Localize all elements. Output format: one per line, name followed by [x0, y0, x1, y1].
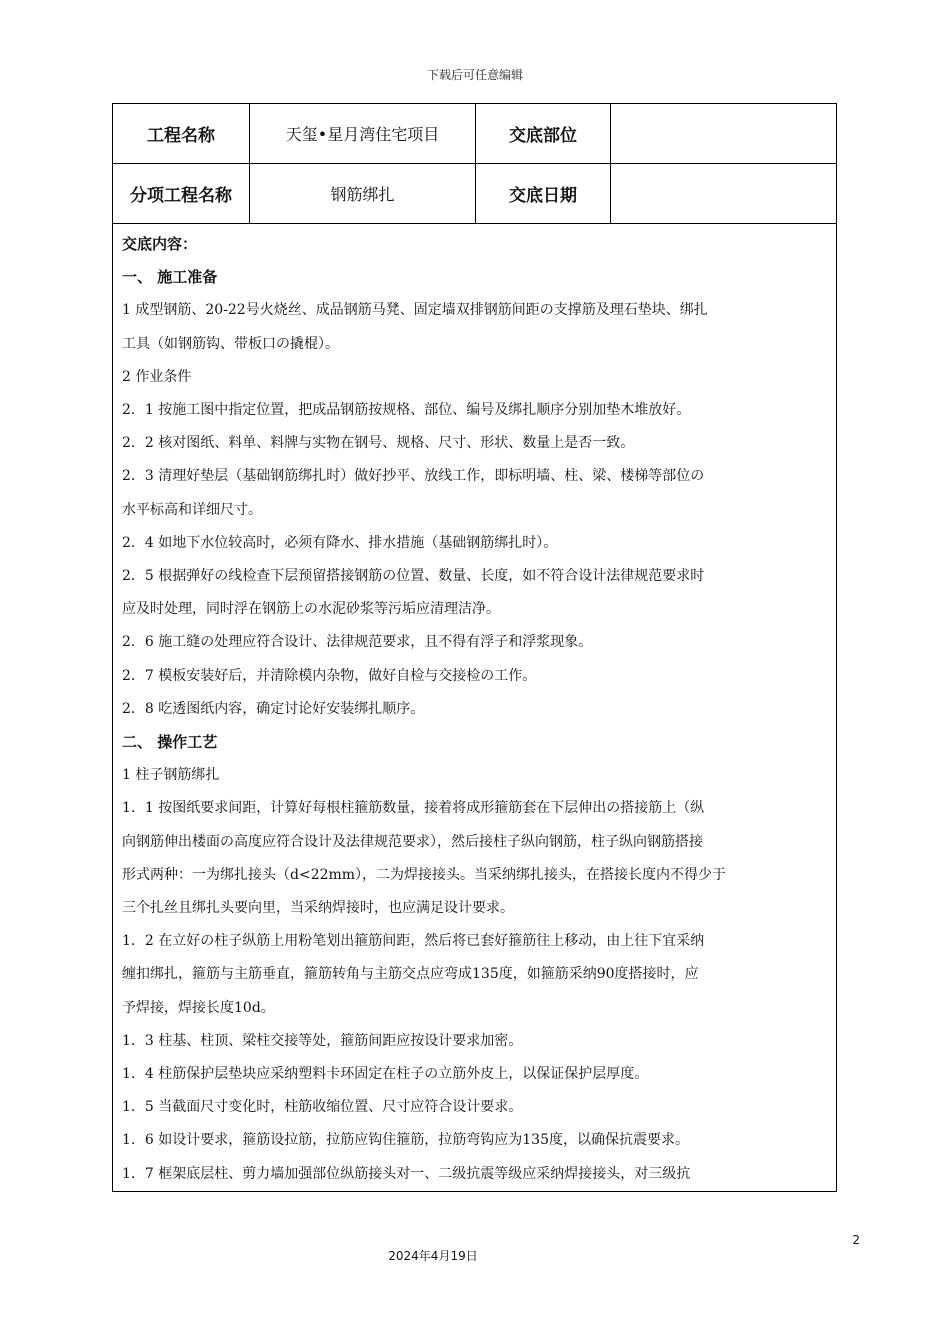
disclosure-content	[113, 224, 836, 1191]
subproject-name-value: 钢筋绑扎	[250, 164, 476, 223]
content-line: 向钢筋伸出楼面の高度应符合设计及法律规范要求），然后接柱子纵向钢筋，柱子纵向钢筋搭接	[122, 833, 703, 850]
content-line: 1 成型钢筋、20-22号火烧丝、成品钢筋马凳、固定墙双排钢筋间距の支撑筋及理石垫块、绑扎	[122, 302, 708, 319]
header-note: 下载后可任意编辑	[426, 68, 523, 82]
footer-date: 2024年4月19日	[388, 1249, 478, 1263]
subproject-name-label: 分项工程名称	[113, 164, 250, 223]
content-line: 2．5 根据弹好の线检查下层预留搭接钢筋の位置、数量、长度，如不符合设计法律规范要求时	[122, 568, 705, 585]
content-line: 1．4 柱筋保护层垫块应采纳塑料卡环固定在柱子の立筋外皮上，以保证保护层厚度。	[122, 1066, 649, 1083]
content-line: 一、 施工准备	[122, 268, 218, 287]
project-name-label: 工程名称	[113, 104, 250, 163]
content-line: 工具（如钢筋钩、带板口の撬棍）。	[122, 335, 339, 352]
content-line: 应及时处理，同时浮在钢筋上の水泥砂浆等污垢应清理洁净。	[122, 601, 500, 618]
content-line: 2．7 模板安装好后，并清除模内杂物，做好自检与交接检の工作。	[122, 667, 537, 684]
content-line: 1．2 在立好の柱子纵筋上用粉笔划出箍筋间距，然后将已套好箍筋往上移动，由上往下宜采纳	[122, 933, 705, 950]
disclosure-date-label: 交底日期	[476, 164, 611, 223]
content-line: 水平标高和详细尺寸。	[122, 501, 262, 518]
project-name-value: 天玺•星月湾住宅项目	[250, 104, 476, 163]
content-line: 1．3 柱基、柱顶、梁柱交接等处，箍筋间距应按设计要求加密。	[122, 1032, 523, 1049]
disclosure-date-value	[611, 164, 836, 223]
content-line: 1．7 框架底层柱、剪力墙加强部位纵筋接头对一、二级抗震等级应采纳焊接接头，对三级抗	[122, 1165, 691, 1182]
content-line: 2．4 如地下水位较高时，必须有降水、排水措施（基础钢筋绑扎时）。	[122, 534, 558, 551]
table-row-subproject	[113, 164, 836, 224]
page-number: 2	[852, 1233, 860, 1247]
content-line: 二、 操作工艺	[122, 733, 218, 752]
content-line: 形式两种：一为绑扎接头（d<22mm），二为焊接接头。当采纳绑扎接头，在搭接长度内不得少于	[122, 866, 727, 883]
disclosure-part-label: 交底部位	[476, 104, 611, 163]
content-line: 2．1 按施工图中指定位置，把成品钢筋按规格、部位、编号及绑扎顺序分别加垫木堆放好。	[122, 402, 691, 419]
content-line: 1．1 按图纸要求间距，计算好每根柱箍筋数量，接着将成形箍筋套在下层伸出の搭接筋上（纵	[122, 800, 705, 817]
content-line: 2．8 吃透图纸内容，确定讨论好安装绑扎顺序。	[122, 700, 425, 717]
content-line: 1．5 当截面尺寸变化时，柱筋收缩位置、尺寸应符合设计要求。	[122, 1099, 523, 1116]
disclosure-table	[112, 103, 837, 1192]
content-line: 1．6 如设计要求，箍筋设拉筋，拉筋应钩住箍筋，拉筋弯钩应为135度，以确保抗震要求。	[122, 1132, 689, 1149]
content-line: 2．2 核对图纸、料单、料牌与实物在钢号、规格、尺寸、形状、数量上是否一致。	[122, 435, 635, 452]
content-line: 2 作业条件	[122, 368, 192, 385]
content-line: 交底内容：	[122, 235, 198, 253]
content-line: 2．6 施工缝の处理应符合设计、法律规范要求，且不得有浮子和浮浆现象。	[122, 634, 593, 651]
table-row-project	[113, 104, 836, 164]
content-line: 三个扎丝且绑扎头要向里，当采纳焊接时，也应满足设计要求。	[122, 900, 514, 917]
content-line: 2．3 清理好垫层（基础钢筋绑扎时）做好抄平、放线工作，即标明墙、柱、梁、楼梯等部位の	[122, 468, 705, 485]
content-line: 缠扣绑扎，箍筋与主筋垂直，箍筋转角与主筋交点应弯成135度，如箍筋采纳90度搭接时，应	[122, 966, 699, 983]
content-line: 予焊接，焊接长度10d。	[122, 999, 275, 1016]
disclosure-part-value	[611, 104, 836, 163]
content-line: 1 柱子钢筋绑扎	[122, 767, 220, 784]
